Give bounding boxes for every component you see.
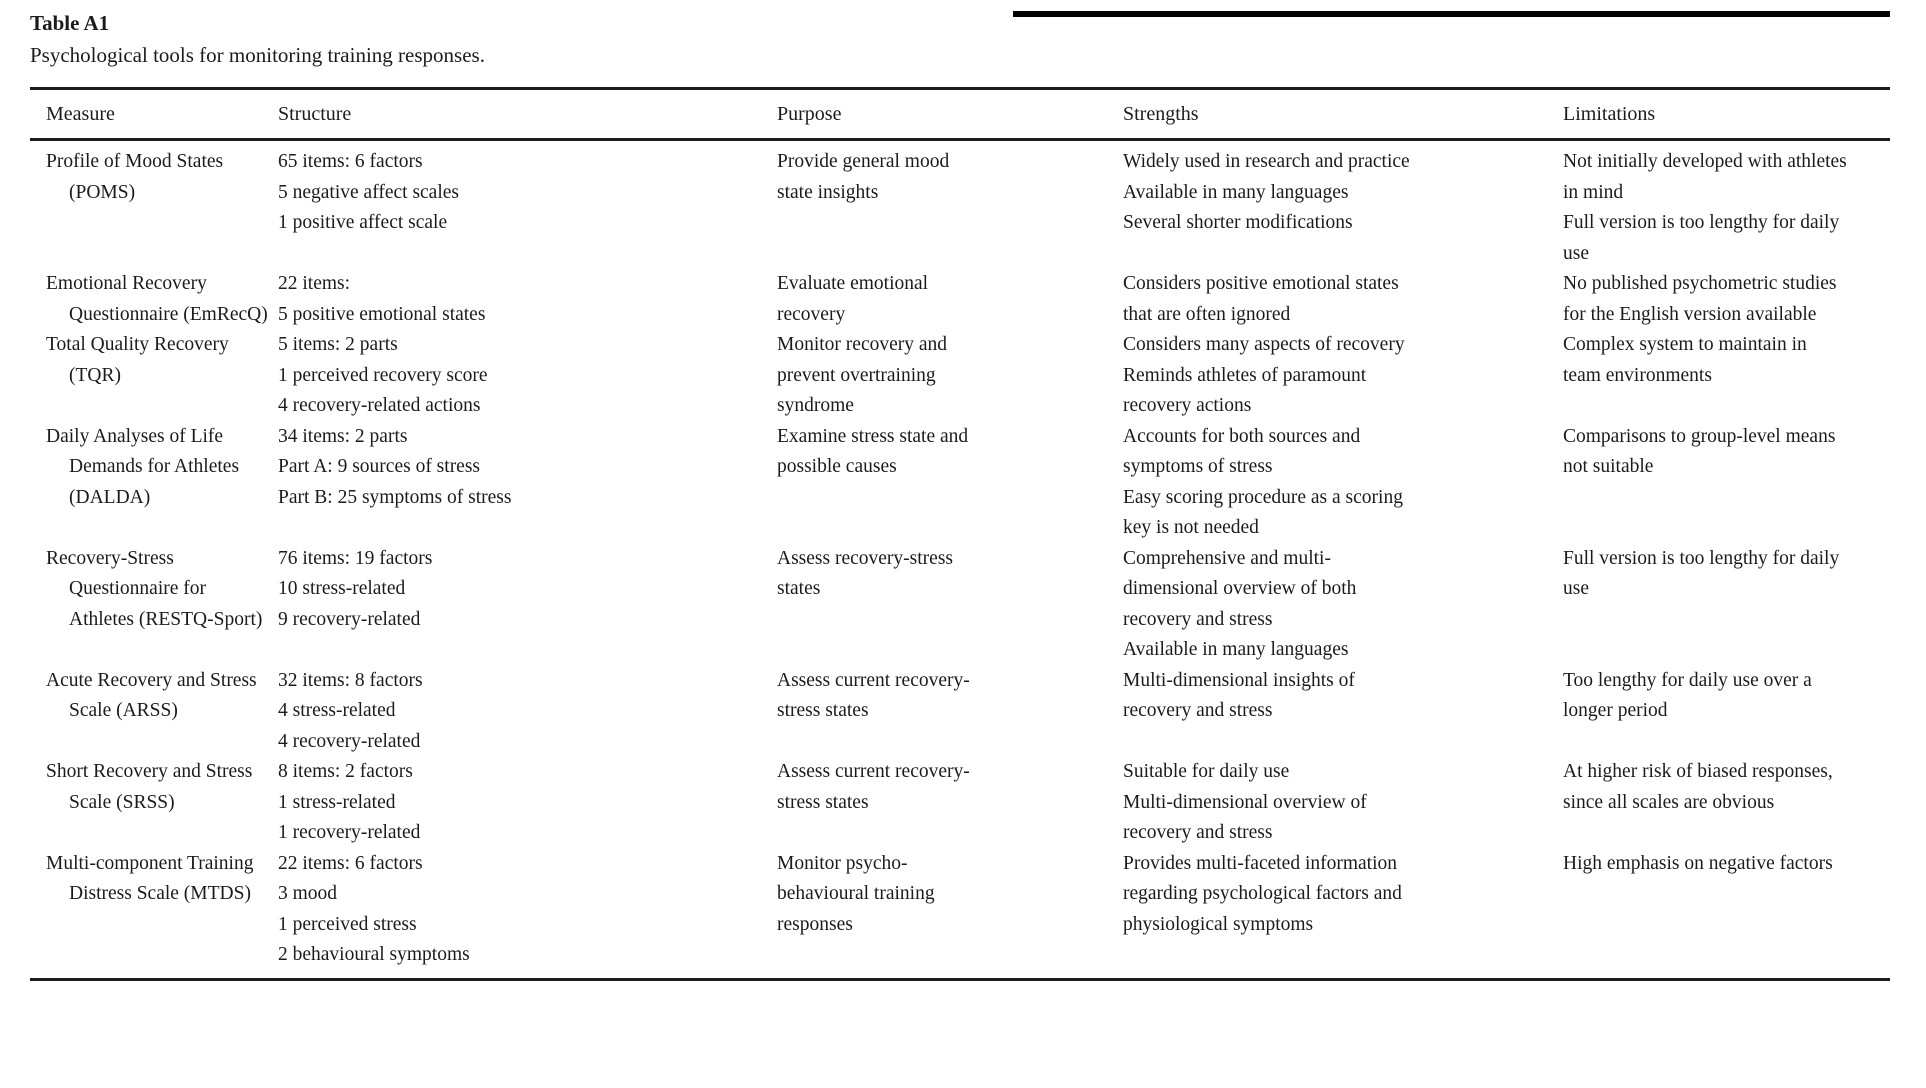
structure-entry: 4 recovery-related actions <box>278 395 481 416</box>
purpose-entry: Provide general mood state insights <box>777 151 950 203</box>
measure-cell <box>30 140 278 270</box>
purpose-cell <box>777 757 1123 849</box>
strengths-entry: Provides multi-faceted information regarding psychological factors and physiological symptoms <box>1123 852 1402 935</box>
limitations-entry: High emphasis on negative factors <box>1563 852 1833 874</box>
purpose-cell <box>777 269 1123 330</box>
limitations-entry: Full version is too lengthy for daily use <box>1563 547 1840 599</box>
strengths-cell <box>1123 757 1563 849</box>
measure-entry: Acute Recovery and Stress Scale (ARSS) <box>46 669 257 721</box>
strengths-entry: Reminds athletes of paramount recovery actions <box>1123 364 1367 416</box>
structure-entry: 8 items: 2 factors <box>278 761 413 782</box>
table-row <box>30 757 1890 849</box>
structure-entry: 5 items: 2 parts <box>278 334 398 355</box>
structure-entry: 9 recovery-related <box>278 608 421 630</box>
strengths-entry: Considers many aspects of recovery <box>1123 334 1405 355</box>
limitations-cell <box>1563 666 1890 758</box>
purpose-entry: Assess recovery-stress states <box>777 547 953 599</box>
structure-entry: 1 positive affect scale <box>278 212 448 233</box>
column-header-measure: Measure <box>30 89 278 140</box>
strengths-entry: Several shorter modifications <box>1123 212 1353 233</box>
table-row <box>30 269 1890 330</box>
psychological-tools-table <box>30 87 1890 981</box>
strengths-cell <box>1123 849 1563 980</box>
structure-cell <box>278 757 777 849</box>
limitations-entry: Full version is too lengthy for daily use <box>1563 212 1840 264</box>
strengths-entry: Accounts for both sources and symptoms of stress <box>1123 425 1361 477</box>
table-row <box>30 330 1890 422</box>
structure-cell <box>278 422 777 544</box>
structure-cell <box>278 544 777 666</box>
purpose-entry: Monitor recovery and prevent overtraining syndrome <box>777 334 948 416</box>
structure-entry: 22 items: <box>278 273 351 294</box>
measure-entry: Total Quality Recovery (TQR) <box>46 334 229 386</box>
table-row <box>30 422 1890 544</box>
table-label: Table A1 <box>30 11 110 35</box>
table-body <box>30 140 1890 980</box>
purpose-entry: Monitor psycho-behavioural training responses <box>777 852 935 935</box>
strengths-entry: Considers positive emotional states that are often ignored <box>1123 273 1399 325</box>
structure-entry: 1 stress-related <box>278 791 396 813</box>
measure-entry: Daily Analyses of Life Demands for Athletes (DALDA) <box>46 425 240 508</box>
limitations-entry: Comparisons to group-level means not suitable <box>1563 425 1836 477</box>
limitations-cell <box>1563 330 1890 422</box>
table-caption: Psychological tools for monitoring training responses. <box>30 43 485 67</box>
strengths-cell <box>1123 422 1563 544</box>
measure-entry: Profile of Mood States (POMS) <box>46 151 224 203</box>
strengths-cell <box>1123 269 1563 330</box>
structure-entry: 76 items: 19 factors <box>278 547 433 569</box>
table-row <box>30 544 1890 666</box>
column-header-structure: Structure <box>278 89 777 140</box>
structure-entry: 1 perceived stress <box>278 913 417 935</box>
column-divider-rule <box>1013 11 1890 17</box>
header-row <box>30 89 1890 140</box>
structure-entry: Part B: 25 symptoms of stress <box>278 486 512 508</box>
measure-entry: Recovery-Stress Questionnaire for Athletes (RESTQ-Sport) <box>46 547 263 630</box>
structure-entry: 32 items: 8 factors <box>278 669 423 691</box>
strengths-entry: Available in many languages <box>1123 181 1349 203</box>
structure-entry: 3 mood <box>278 883 338 904</box>
limitations-cell <box>1563 544 1890 666</box>
limitations-entry: No published psychometric studies for the English version available <box>1563 273 1837 325</box>
purpose-entry: Assess current recovery-stress states <box>777 669 970 721</box>
measure-entry: Multi-component Training Distress Scale (MTDS) <box>46 852 254 904</box>
strengths-entry: Comprehensive and multi-dimensional overview of both recovery and stress <box>1123 547 1357 630</box>
measure-cell <box>30 330 278 422</box>
purpose-entry: Evaluate emotional recovery <box>777 273 929 325</box>
limitations-cell <box>1563 757 1890 849</box>
limitations-entry: Not initially developed with athletes in mind <box>1563 151 1847 203</box>
measure-cell <box>30 269 278 330</box>
column-header-strengths: Strengths <box>1123 89 1563 140</box>
table-row <box>30 140 1890 270</box>
structure-entry: 5 positive emotional states <box>278 303 486 325</box>
table-header <box>30 89 1890 140</box>
structure-entry: 22 items: 6 factors <box>278 852 423 874</box>
measure-entry: Short Recovery and Stress Scale (SRSS) <box>46 761 253 813</box>
column-header-purpose: Purpose <box>777 89 1123 140</box>
measure-cell <box>30 422 278 544</box>
structure-entry: 4 stress-related <box>278 700 396 721</box>
strengths-cell <box>1123 330 1563 422</box>
structure-cell <box>278 330 777 422</box>
limitations-cell <box>1563 140 1890 270</box>
strengths-entry: Suitable for daily use <box>1123 761 1290 782</box>
measure-cell <box>30 666 278 758</box>
limitations-entry: At higher risk of biased responses, since all scales are obvious <box>1563 761 1833 813</box>
measure-cell <box>30 757 278 849</box>
strengths-cell <box>1123 544 1563 666</box>
structure-entry: Part A: 9 sources of stress <box>278 456 481 477</box>
purpose-entry: Assess current recovery-stress states <box>777 761 970 813</box>
structure-entry: 10 stress-related <box>278 578 406 599</box>
purpose-cell <box>777 849 1123 980</box>
measure-cell <box>30 849 278 980</box>
strengths-cell <box>1123 140 1563 270</box>
structure-cell <box>278 666 777 758</box>
purpose-cell <box>777 422 1123 544</box>
structure-entry: 65 items: 6 factors <box>278 151 423 172</box>
limitations-cell <box>1563 269 1890 330</box>
purpose-cell <box>777 330 1123 422</box>
purpose-cell <box>777 544 1123 666</box>
structure-entry: 1 perceived recovery score <box>278 364 488 386</box>
measure-cell <box>30 544 278 666</box>
limitations-cell <box>1563 422 1890 544</box>
structure-cell <box>278 849 777 980</box>
table-row <box>30 666 1890 758</box>
purpose-entry: Examine stress state and possible causes <box>777 425 969 477</box>
table-row <box>30 849 1890 980</box>
strengths-entry: Multi-dimensional overview of recovery and stress <box>1123 791 1367 843</box>
structure-entry: 34 items: 2 parts <box>278 425 408 447</box>
purpose-cell <box>777 666 1123 758</box>
structure-entry: 4 recovery-related <box>278 730 421 752</box>
measure-entry: Emotional Recovery Questionnaire (EmRecQ) <box>46 273 268 325</box>
structure-entry: 1 recovery-related <box>278 822 421 843</box>
limitations-entry: Too lengthy for daily use over a longer period <box>1563 669 1812 721</box>
limitations-cell <box>1563 849 1890 980</box>
structure-entry: 2 behavioural symptoms <box>278 944 470 965</box>
strengths-cell <box>1123 666 1563 758</box>
structure-entry: 5 negative affect scales <box>278 181 460 203</box>
strengths-entry: Widely used in research and practice <box>1123 151 1410 172</box>
limitations-entry: Complex system to maintain in team environments <box>1563 334 1807 386</box>
purpose-cell <box>777 140 1123 270</box>
strengths-entry: Easy scoring procedure as a scoring key is not needed <box>1123 486 1403 538</box>
column-header-limitations: Limitations <box>1563 89 1890 140</box>
structure-cell <box>278 269 777 330</box>
structure-cell <box>278 140 777 270</box>
strengths-entry: Available in many languages <box>1123 639 1349 660</box>
strengths-entry: Multi-dimensional insights of recovery and stress <box>1123 669 1355 721</box>
